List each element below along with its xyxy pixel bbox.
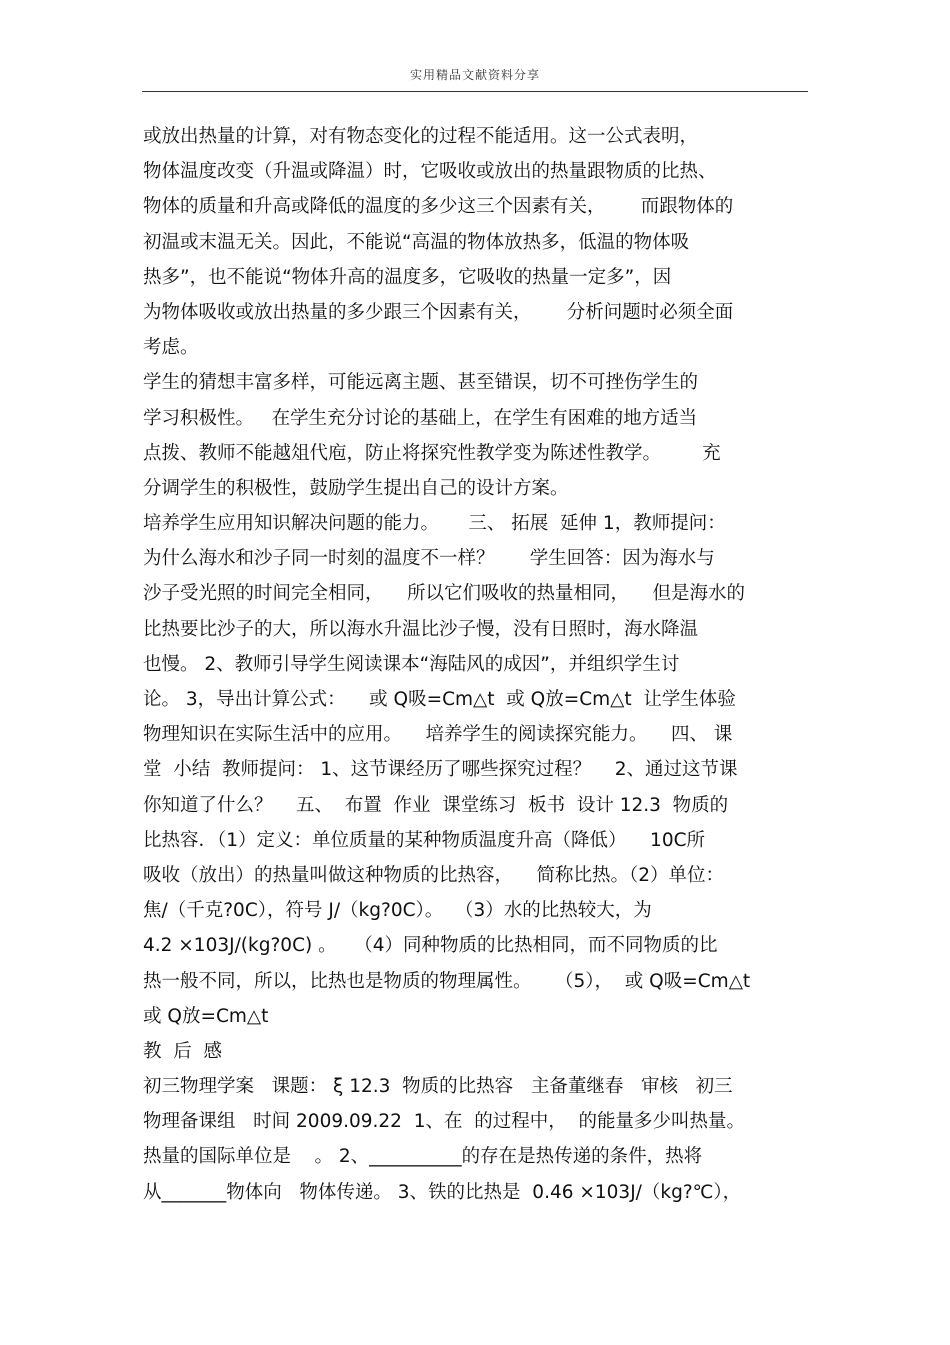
text-line: 点拨、教师不能越俎代庖，防止将探究性教学变为陈述性教学。 充 [143, 442, 721, 464]
text-line: 物理知识在实际生活中的应用。 培养学生的阅读探究能力。 四、 课 [143, 724, 733, 746]
text-line: 焦/（千克?0C），符号 J/（kg?0C）。 （3）水的比热较大，为 [143, 900, 652, 922]
text-line: 学习积极性。 在学生充分讨论的基础上，在学生有困难的地方适当 [143, 407, 698, 429]
text-line: 热量的国际单位是 。 2、__________的存在是热传递的条件，热将 [143, 1146, 703, 1168]
text-line: 分调学生的积极性，鼓励学生提出自己的设计方案。 [143, 477, 569, 499]
text-line: 热一般不同，所以，比热也是物质的物理属性。 （5）， 或 Q吸=Cm△t [143, 970, 751, 992]
text-line: 为物体吸收或放出热量的多少跟三个因素有关， 分析问题时必须全面 [143, 301, 734, 323]
text-line: 吸收（放出）的热量叫做这种物质的比热容， 简称比热。（2）单位： [143, 864, 725, 886]
page-header: 实用精品文献资料分享 [409, 68, 540, 82]
text-line: 4.2 ×103J/(kg?0C) 。 （4）同种物质的比热相同，而不同物质的比 [143, 935, 718, 957]
text-line: 比热要比沙子的大，所以海水升温比沙子慢，没有日照时，海水降温 [143, 618, 699, 640]
text-line: 考虑。 [143, 337, 199, 359]
text-line: 物理备课组 时间 2009.09.22 1、在 的过程中， 的能量多少叫热量。 [143, 1111, 746, 1133]
text-line: 热多”，也不能说“物体升高的温度多，它吸收的热量一定多”，因 [143, 266, 672, 288]
text-line: 为什么海水和沙子同一时刻的温度不一样？ 学生回答：因为海水与 [143, 548, 715, 570]
text-line: 比热容．（1）定义：单位质量的某种物质温度升高（降低） 10C所 [143, 829, 706, 851]
text-line: 堂 小结 教师提问： 1、这节课经历了哪些探究过程？ 2、通过这节课 [143, 759, 738, 781]
text-line: 学生的猜想丰富多样，可能远离主题、甚至错误，切不可挫伤学生的 [143, 372, 699, 394]
text-line: 物体温度改变（升温或降温）时，它吸收或放出的热量跟物质的比热、 [143, 161, 717, 183]
document-body [143, 119, 808, 1210]
text-line: 或 Q放=Cm△t [143, 1005, 269, 1027]
text-line: 也慢。 2、教师引导学生阅读课本“海陆风的成因”，并组织学生讨 [143, 653, 680, 675]
header-divider [142, 91, 808, 92]
section-heading: 教 后 感 [143, 1040, 223, 1062]
text-line: 物体的质量和升高或降低的温度的多少这三个因素有关， 而跟物体的 [143, 196, 734, 218]
text-line: 论。 3，导出计算公式： 或 Q吸=Cm△t 或 Q放=Cm△t 让学生体验 [143, 689, 736, 710]
text-line: 初温或末温无关。因此，不能说“高温的物体放热多，低温的物体吸 [143, 231, 690, 253]
text-line: 你知道了什么？ 五、 布置 作业 课堂练习 板书 设计 12.3 物质的 [143, 794, 729, 816]
text-line: 从_______物体向 物体传递。 3、铁的比热是 0.46 ×103J/（kg?℃）， [143, 1181, 742, 1203]
text-line: 或放出热量的计算，对有物态变化的过程不能适用。这一公式表明， [143, 126, 699, 147]
text-line: 沙子受光照的时间完全相同， 所以它们吸收的热量相同， 但是海水的 [143, 583, 746, 605]
text-line: 初三物理学案 课题： ξ 12.3 物质的比热容 主备董继春 审核 初三 [143, 1076, 733, 1098]
text-line: 培养学生应用知识解决问题的能力。 三、 拓展 延伸 1，教师提问： [143, 513, 726, 535]
